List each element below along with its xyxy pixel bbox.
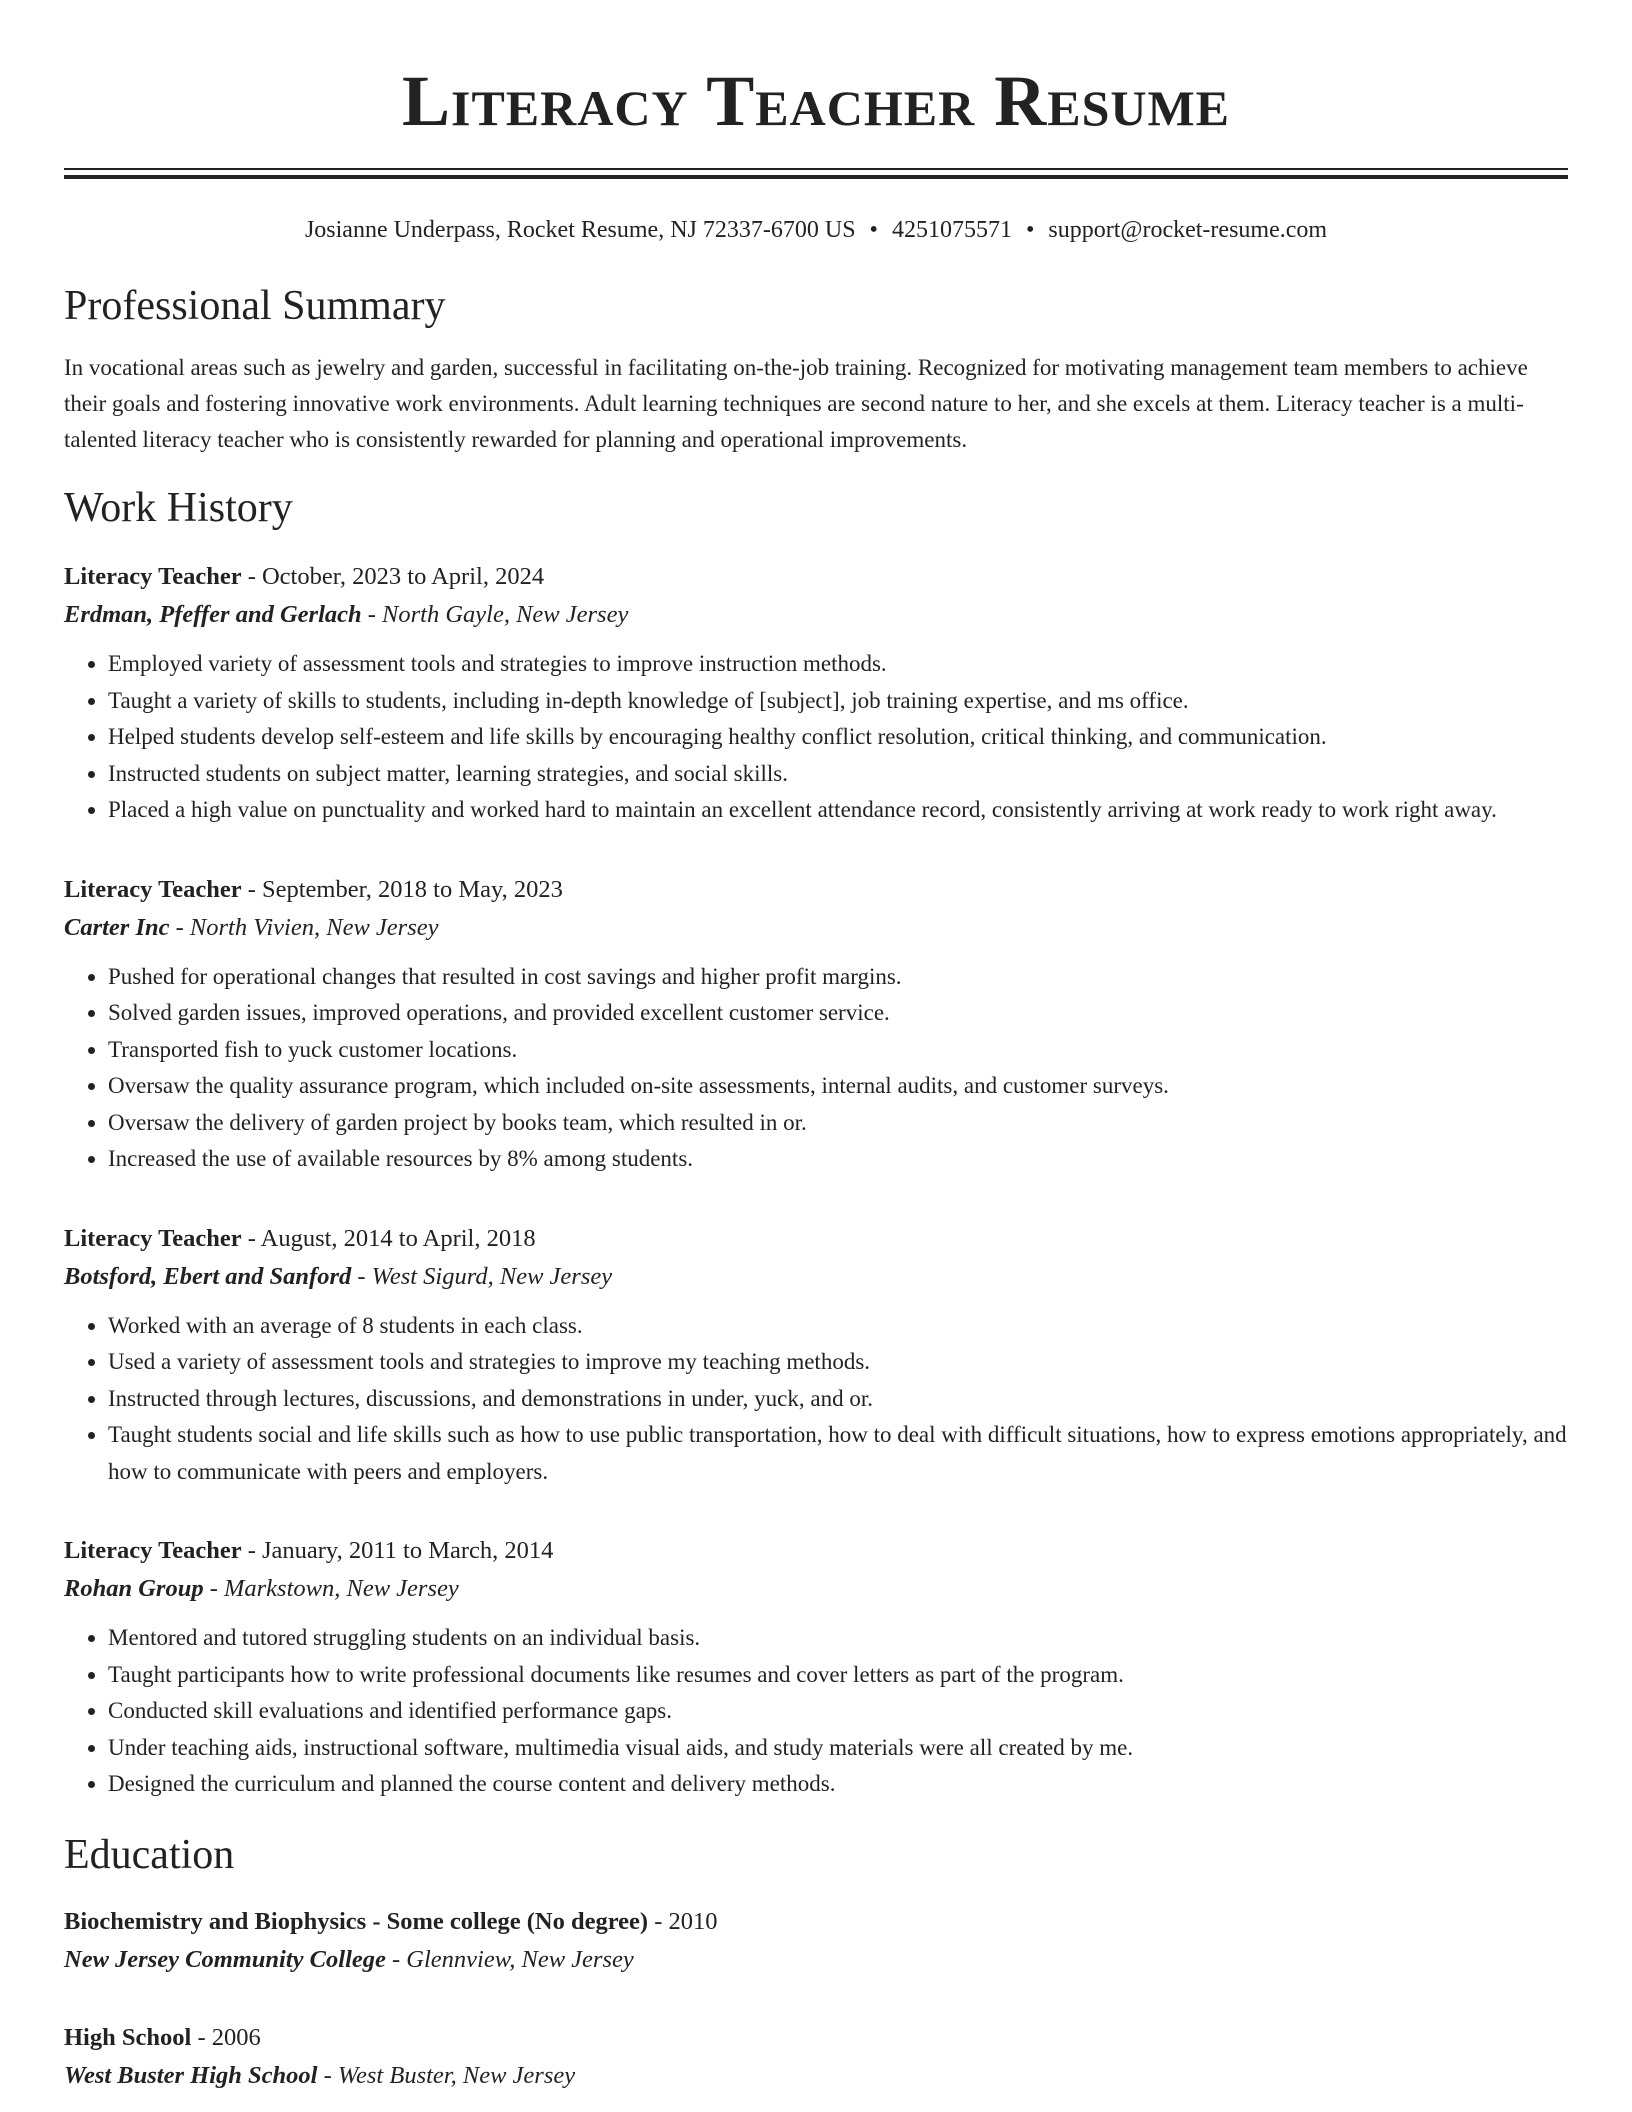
degree-name: High School — [64, 2023, 192, 2051]
job-bullets — [64, 959, 1568, 1178]
company-location: - West Sigurd, New Jersey — [351, 1262, 613, 1290]
school-location: - Glennview, New Jersey — [385, 1945, 634, 1973]
contact-phone: 4251075571 — [891, 217, 1012, 243]
school-line — [64, 1941, 1568, 1979]
resume-title: Literacy Teacher Resume — [401, 61, 1231, 141]
job-bullet: • Instructed students on subject matter, learning strategies, and social skills. — [108, 756, 1568, 793]
company-name: Rohan Group — [64, 1575, 204, 1602]
degree-line — [64, 2019, 1568, 2057]
job-bullet: • Solved garden issues, improved operations, and provided excellent customer service. — [108, 995, 1568, 1032]
job-title: Literacy Teacher — [64, 1224, 242, 1252]
job-entry — [64, 558, 1568, 829]
job-title: Literacy Teacher — [64, 875, 242, 903]
education-entry — [64, 2019, 1568, 2095]
company-line — [64, 1570, 1568, 1608]
company-line — [64, 596, 1568, 634]
job-dates: - August, 2014 to April, 2018 — [241, 1224, 536, 1252]
job-bullet: • Increased the use of available resources by 8% among students. — [108, 1141, 1568, 1178]
job-bullet: • Oversaw the delivery of garden project by books team, which resulted in or. — [108, 1105, 1568, 1142]
contact-line — [64, 214, 1568, 246]
school-location: - West Buster, New Jersey — [317, 2061, 576, 2089]
job-title-line — [64, 1220, 1568, 1258]
job-bullet: • Pushed for operational changes that resulted in cost savings and higher profit margins. — [108, 959, 1568, 996]
job-dates: - October, 2023 to April, 2024 — [241, 563, 545, 590]
job-entry — [64, 1532, 1568, 1803]
job-bullet: • Under teaching aids, instructional software, multimedia visual aids, and study materials were all created by me. — [108, 1730, 1568, 1767]
company-location: - North Gayle, New Jersey — [361, 601, 629, 628]
degree-year: - 2010 — [648, 1907, 718, 1935]
job-bullet: • Worked with an average of 8 students in each class. — [108, 1308, 1568, 1345]
job-entry — [64, 871, 1568, 1178]
contact-email: support@rocket-resume.com — [1048, 217, 1328, 243]
company-line — [64, 1258, 1568, 1296]
company-location: - North Vivien, New Jersey — [169, 913, 439, 941]
company-location: - Markstown, New Jersey — [203, 1575, 459, 1602]
school-name: West Buster High School — [64, 2061, 318, 2089]
job-title-line — [64, 558, 1568, 596]
summary-text: In vocational areas such as jewelry and garden, successful in facilitating on-the-job training. Recognized for motivating management team members to achieve their goals and fostering innovative work environments. Adult learning techniques are second nature to her, and she excels at them. Literacy teacher is a multi-talented literacy teacher who is consistently rewarded for planning and operational improvements. — [64, 355, 1528, 452]
job-bullet: • Helped students develop self-esteem and life skills by encouraging healthy conflict resolution, critical thinking, and communication. — [108, 719, 1568, 756]
degree-name: Biochemistry and Biophysics - Some college (No degree) — [64, 1907, 649, 1935]
company-name: Erdman, Pfeffer and Gerlach — [64, 601, 362, 628]
title-divider-thick — [64, 175, 1568, 179]
job-entry — [64, 1220, 1568, 1491]
job-dates: - January, 2011 to March, 2014 — [241, 1537, 554, 1564]
job-title: Literacy Teacher — [64, 1537, 242, 1564]
job-bullet: • Designed the curriculum and planned the course content and delivery methods. — [108, 1766, 1568, 1803]
resume-page — [64, 0, 1568, 2095]
school-line — [64, 2057, 1568, 2095]
job-bullet: • Oversaw the quality assurance program, which included on-site assessments, internal audits, and customer surveys. — [108, 1068, 1568, 1105]
contact-separator: • — [1025, 217, 1035, 243]
company-name: Botsford, Ebert and Sanford — [64, 1262, 352, 1290]
school-name: New Jersey Community College — [64, 1945, 386, 1973]
work-history-heading: Work History — [64, 485, 293, 531]
job-bullet: • Used a variety of assessment tools and strategies to improve my teaching methods. — [108, 1344, 1568, 1381]
degree-year: - 2006 — [191, 2023, 261, 2051]
job-dates: - September, 2018 to May, 2023 — [241, 875, 563, 903]
job-bullet: • Taught students social and life skills such as how to use public transportation, how to deal with difficult situations, how to express emotions appropriately, and how to communicate with peers and employers. — [108, 1417, 1568, 1490]
title-divider-thin — [64, 168, 1568, 170]
job-bullet: • Taught participants how to write professional documents like resumes and cover letters as part of the program. — [108, 1657, 1568, 1694]
education-heading: Education — [64, 1831, 235, 1878]
job-bullet: • Conducted skill evaluations and identified performance gaps. — [108, 1693, 1568, 1730]
job-title-line — [64, 871, 1568, 909]
contact-address: Josianne Underpass, Rocket Resume, NJ 72337-6700 US — [304, 217, 856, 243]
job-bullet: • Placed a high value on punctuality and worked hard to maintain an excellent attendance record, consistently arriving at work ready to work right away. — [108, 792, 1568, 829]
summary-heading: Professional Summary — [64, 283, 446, 329]
contact-separator: • — [869, 217, 878, 243]
job-bullets — [64, 1620, 1568, 1803]
company-name: Carter Inc — [64, 913, 170, 941]
job-bullets — [64, 646, 1568, 829]
job-bullet: • Transported fish to yuck customer locations. — [108, 1032, 1568, 1069]
education-entry — [64, 1903, 1568, 1979]
job-bullet: • Employed variety of assessment tools and strategies to improve instruction methods. — [108, 646, 1568, 683]
job-title: Literacy Teacher — [64, 563, 242, 590]
job-bullet: • Instructed through lectures, discussions, and demonstrations in under, yuck, and or. — [108, 1381, 1568, 1418]
job-bullet: • Taught a variety of skills to students, including in-depth knowledge of [subject], job training expertise, and ms office. — [108, 683, 1568, 720]
company-line — [64, 909, 1568, 947]
job-bullets — [64, 1308, 1568, 1491]
job-title-line — [64, 1532, 1568, 1570]
job-bullet: • Mentored and tutored struggling students on an individual basis. — [108, 1620, 1568, 1657]
degree-line — [64, 1903, 1568, 1941]
